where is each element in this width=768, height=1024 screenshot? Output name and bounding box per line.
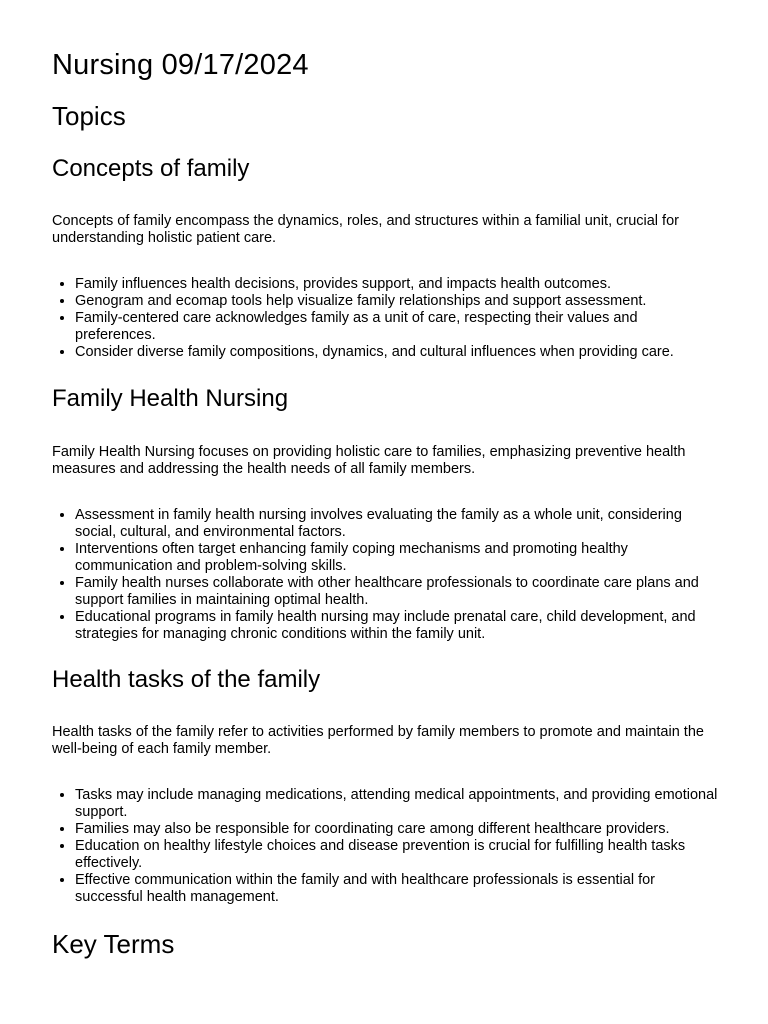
section-summary: Family Health Nursing focuses on providing holistic care to families, emphasizing preventive health measures and addressing the health needs of all family members.: [52, 444, 686, 477]
list-item: • Interventions often target enhancing family coping mechanisms and promoting healthy communication and problem-solving skills.: [75, 541, 720, 575]
list-item: • Family health nurses collaborate with other healthcare professionals to coordinate care plans and support families in maintaining optimal health.: [75, 575, 720, 609]
section-heading: Concepts of family: [52, 155, 250, 182]
section-family-health-nursing: [52, 384, 720, 643]
bullet-list: [52, 787, 720, 906]
list-item: • Tasks may include managing medications, attending medical appointments, and providing emotional support.: [75, 787, 720, 821]
list-item: • Education on healthy lifestyle choices and disease prevention is crucial for fulfilling health tasks effectively.: [75, 838, 720, 872]
list-item: • Consider diverse family compositions, dynamics, and cultural influences when providing care.: [75, 344, 720, 361]
bullet-list: [52, 507, 720, 643]
list-item: • Assessment in family health nursing involves evaluating the family as a whole unit, considering social, cultural, and environmental factors.: [75, 507, 720, 541]
list-item: • Families may also be responsible for coordinating care among different healthcare providers.: [75, 821, 720, 838]
topics-heading: Topics: [52, 101, 126, 131]
section-concepts-of-family: [52, 154, 720, 361]
list-item: • Educational programs in family health nursing may include prenatal care, child development, and strategies for managing chronic conditions within the family unit.: [75, 609, 720, 643]
list-item: • Genogram and ecomap tools help visualize family relationships and support assessment.: [75, 293, 720, 310]
page-title: Nursing 09/17/2024: [52, 49, 309, 81]
section-heading: Health tasks of the family: [52, 666, 321, 693]
bullet-list: [52, 276, 720, 361]
list-item: • Family-centered care acknowledges family as a unit of care, respecting their values and preferences.: [75, 310, 720, 344]
section-heading: Family Health Nursing: [52, 385, 289, 412]
section-summary: Concepts of family encompass the dynamics, roles, and structures within a familial unit, crucial for understanding holistic patient care.: [52, 213, 679, 246]
section-health-tasks-of-the-family: [52, 665, 720, 906]
list-item: • Family influences health decisions, provides support, and impacts health outcomes.: [75, 276, 720, 293]
key-terms-heading: Key Terms: [52, 929, 175, 959]
list-item: • Effective communication within the family and with healthcare professionals is essential for successful health management.: [75, 872, 720, 906]
section-summary: Health tasks of the family refer to activities performed by family members to promote and maintain the well-being of each family member.: [52, 724, 704, 757]
